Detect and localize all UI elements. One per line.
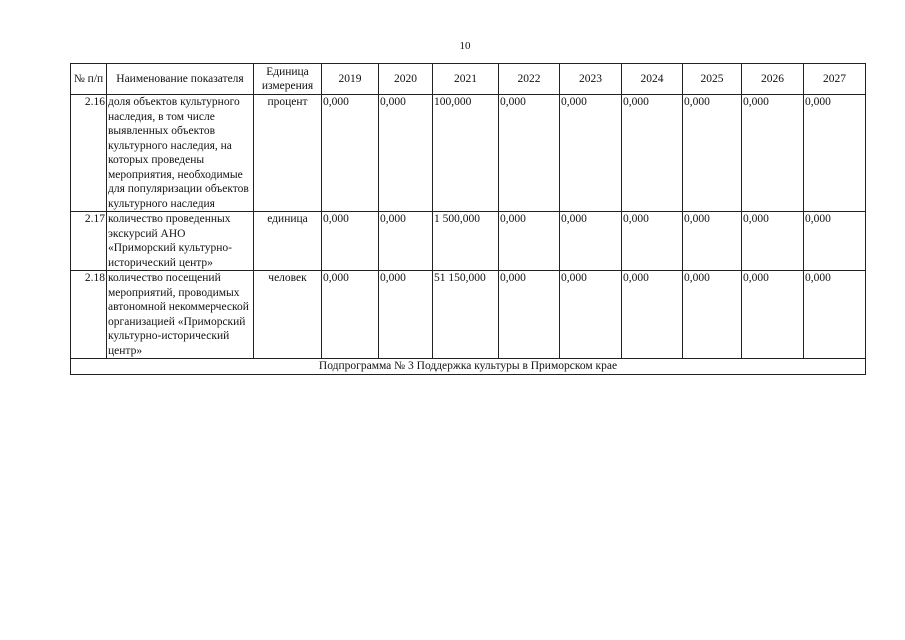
row-value: 0,000 [379,271,433,359]
row-value: 0,000 [379,95,433,212]
header-num: № п/п [71,64,107,95]
row-value: 0,000 [499,271,560,359]
indicators-table [70,63,866,375]
row-value: 0,000 [742,212,804,271]
row-value: 0,000 [379,212,433,271]
row-value: 0,000 [804,95,866,212]
header-unit: Единица измерения [254,64,322,95]
row-value: 0,000 [683,212,742,271]
row-unit: процент [254,95,322,212]
row-name: доля объектов культурного наследия, в том числе выявленных объектов культурного наследия, на которых проведены мероприятия, необходимые для популяризации объектов культурного наследия [107,95,254,212]
row-value: 100,000 [433,95,499,212]
header-year: 2027 [804,64,866,95]
row-value: 1 500,000 [433,212,499,271]
row-value: 0,000 [560,212,622,271]
row-value: 0,000 [804,271,866,359]
row-num: 2.18 [71,271,107,359]
header-row [71,64,866,95]
header-year: 2026 [742,64,804,95]
row-value: 0,000 [322,95,379,212]
row-value: 0,000 [560,95,622,212]
row-value: 0,000 [622,212,683,271]
row-value: 0,000 [322,271,379,359]
row-value: 0,000 [742,271,804,359]
row-name: количество посещений мероприятий, проводимых автономной некоммерческой организацией «Приморский культурно-исторический центр» [107,271,254,359]
subprogram-title: Подпрограмма № 3 Поддержка культуры в Приморском крае [71,359,866,375]
row-value: 0,000 [622,271,683,359]
row-value: 0,000 [499,95,560,212]
row-value: 0,000 [622,95,683,212]
header-year: 2021 [433,64,499,95]
row-name: количество проведенных экскурсий АНО «Приморский культурно-исторический центр» [107,212,254,271]
row-value: 0,000 [560,271,622,359]
row-unit: человек [254,271,322,359]
table-row [71,271,866,359]
table-row [71,95,866,212]
row-value: 0,000 [322,212,379,271]
row-unit: единица [254,212,322,271]
row-num: 2.16 [71,95,107,212]
row-value: 0,000 [499,212,560,271]
header-year: 2025 [683,64,742,95]
header-year: 2023 [560,64,622,95]
row-num: 2.17 [71,212,107,271]
header-name: Наименование показателя [107,64,254,95]
subprogram-row [71,359,866,375]
header-year: 2020 [379,64,433,95]
row-value: 51 150,000 [433,271,499,359]
row-value: 0,000 [683,271,742,359]
row-value: 0,000 [804,212,866,271]
header-year: 2019 [322,64,379,95]
page-number: 10 [459,40,471,52]
row-value: 0,000 [742,95,804,212]
table-row [71,212,866,271]
row-value: 0,000 [683,95,742,212]
header-year: 2022 [499,64,560,95]
header-year: 2024 [622,64,683,95]
